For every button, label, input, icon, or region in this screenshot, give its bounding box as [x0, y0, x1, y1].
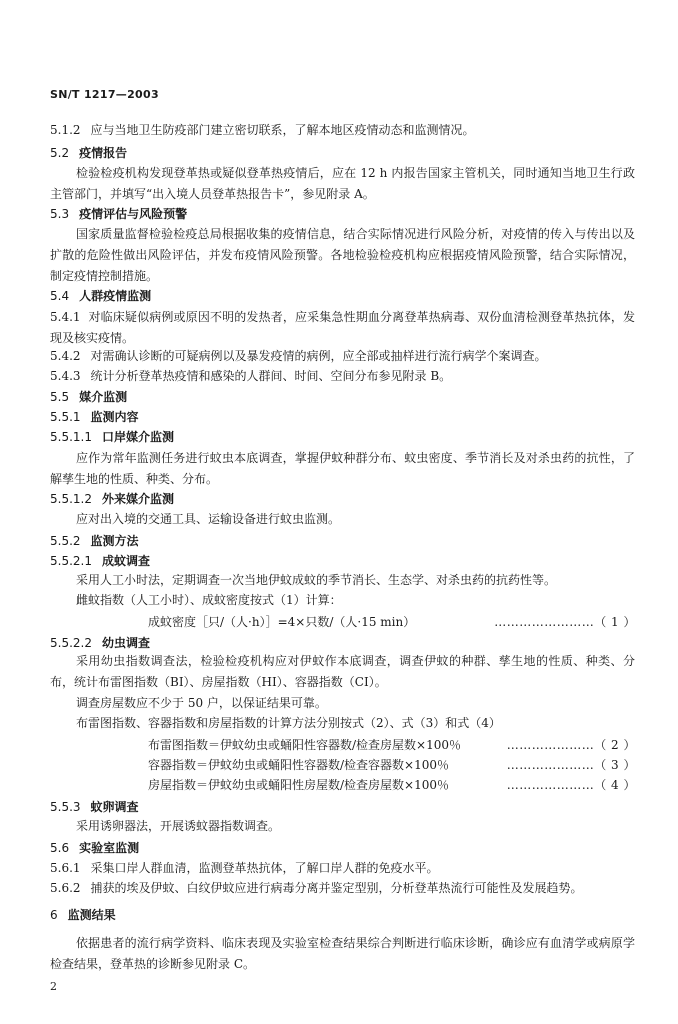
heading-title: 疫情报告	[79, 146, 128, 160]
paragraph-5-5-1-1: 应作为常年监测任务进行蚊虫本底调查，掌握伊蚊种群分布、蚊虫密度、季节消长及对杀虫药的抗性，了解孳生地的性质、种类、分布。	[50, 451, 635, 486]
heading-title: 疫情评估与风险预警	[79, 207, 188, 221]
heading-title: 外来媒介监测	[101, 492, 174, 506]
equation-4-number: …………………（ 4 ）	[506, 778, 636, 792]
equation-2: 布雷图指数＝伊蚊幼虫或蛹阳性容器数/检查房屋数×100％	[148, 738, 462, 752]
clause-5-4-3	[50, 368, 451, 384]
heading-5-4	[50, 288, 151, 304]
paragraph-5-3: 国家质量监督检验检疫总局根据收集的疫情信息，结合实际情况进行风险分析，对疫情的传入与传出以及扩散的危险性做出风险评估，并发布疫情风险预警。各地检验检疫机构应根据疫情风险预警，结合实际情况，制定疫情控制措施。	[50, 227, 635, 283]
heading-title: 监测方法	[90, 534, 139, 548]
heading-title: 监测内容	[90, 410, 139, 424]
heading-5-6	[50, 840, 139, 856]
heading-5-5-2-1	[50, 553, 150, 569]
paragraph-6: 依据患者的流行病学资料、临床表现及实验室检查结果综合判断进行临床诊断，确诊应有血清学或病原学检查结果，登革热的诊断参见附录 C。	[50, 936, 635, 971]
clause-number: 5.4.3	[50, 369, 81, 383]
clause-5-4-1	[50, 307, 635, 349]
heading-number: 5.5.2.2	[50, 636, 92, 650]
heading-number: 5.5.1.2	[50, 492, 92, 506]
equation-4: 房屋指数＝伊蚊幼虫或蛹阳性房屋数/检查房屋数×100％	[148, 778, 450, 792]
clause-text: 采集口岸人群血清，监测登革热抗体，了解口岸人群的免疫水平。	[90, 861, 439, 875]
heading-number: 5.5.2.1	[50, 554, 92, 568]
equation-3-number: …………………（ 3 ）	[506, 758, 636, 772]
heading-title: 成蚊调查	[101, 554, 150, 568]
heading-title: 媒介监测	[79, 390, 128, 404]
heading-5-5-2-2	[50, 635, 150, 651]
clause-number: 5.1.2	[50, 123, 81, 137]
equation-1: 成蚊密度［只/（人·h）］=4×只数/（人·15 min）	[148, 615, 416, 629]
heading-number: 5.2	[50, 146, 70, 160]
heading-number: 5.5.3	[50, 800, 81, 814]
paragraph-5-2: 检验检疫机构发现登革热或疑似登革热疫情后，应在 12 h 内报告国家主管机关，同时通知当地卫生行政主管部门，并填写“出入境人员登革热报告卡”，参见附录 A。	[50, 166, 635, 201]
heading-number: 5.5	[50, 390, 70, 404]
standard-code-header: SN/T 1217—2003	[50, 88, 159, 101]
heading-number: 5.5.1.1	[50, 430, 92, 444]
paragraph-5-5-2-2-a: 采用幼虫指数调查法，检验检疫机构应对伊蚊作本底调查，调查伊蚊的种群、孳生地的性质、种类、分布，统计布雷图指数（BI）、房屋指数（HI）、容器指数（CI）。	[50, 654, 635, 689]
clause-number: 5.4.2	[50, 349, 81, 363]
heading-title: 幼虫调查	[101, 636, 150, 650]
heading-title: 人群疫情监测	[79, 289, 152, 303]
paragraph-5-5-1-2: 应对出入境的交通工具、运输设备进行蚊虫监测。	[76, 512, 341, 526]
heading-5-5-2	[50, 533, 139, 549]
clause-5-6-2	[50, 880, 583, 896]
paragraph-5-5-2-2-c: 布雷图指数、容器指数和房屋指数的计算方法分别按式（2）、式（3）和式（4）	[76, 716, 501, 730]
heading-title: 口岸媒介监测	[101, 430, 174, 444]
heading-5-5-1	[50, 409, 139, 425]
clause-text: 对需确认诊断的可疑病例以及暴发疫情的病例，应全部或抽样进行流行病学个案调查。	[90, 349, 547, 363]
equation-3: 容器指数＝伊蚊幼虫或蛹阳性容器数/检查容器数×100％	[148, 758, 450, 772]
heading-6	[50, 907, 116, 923]
clause-text: 统计分析登革热疫情和感染的人群间、时间、空间分布参见附录 B。	[90, 369, 452, 383]
heading-title: 监测结果	[67, 908, 116, 922]
clause-5-4-2	[50, 348, 547, 364]
heading-5-5-1-1	[50, 429, 174, 445]
heading-5-2	[50, 145, 127, 161]
heading-number: 5.6	[50, 841, 70, 855]
paragraph-5-5-3: 采用诱卵器法，开展诱蚊器指数调查。	[76, 819, 281, 833]
heading-title: 实验室监测	[79, 841, 140, 855]
clause-text: 捕获的埃及伊蚊、白纹伊蚊应进行病毒分离并鉴定型别，分析登革热流行可能性及发展趋势。	[90, 881, 583, 895]
paragraph-5-5-2-2-b: 调查房屋数应不少于 50 户，以保证结果可靠。	[76, 696, 327, 710]
heading-5-5-3	[50, 799, 139, 815]
heading-number: 5.5.2	[50, 534, 81, 548]
page-number: 2	[50, 980, 57, 993]
equation-1-number: ……………………（ 1 ）	[494, 615, 636, 629]
clause-text: 对临床疑似病例或原因不明的发热者，应采集急性期血分离登革热病毒、双份血清检测登革热抗体，发现及核实疫情。	[50, 310, 635, 345]
equation-2-number: …………………（ 2 ）	[506, 738, 636, 752]
paragraph-5-5-2-1-a: 采用人工小时法，定期调查一次当地伊蚊成蚊的季节消长、生态学、对杀虫药的抗药性等。	[76, 573, 557, 587]
paragraph-5-5-2-1-b: 雌蚊指数（人工小时）、成蚊密度按式（1）计算：	[76, 593, 342, 607]
clause-5-6-1	[50, 860, 439, 876]
clause-number: 5.6.1	[50, 861, 81, 875]
heading-5-3	[50, 206, 187, 222]
clause-text: 应与当地卫生防疫部门建立密切联系，了解本地区疫情动态和监测情况。	[90, 123, 475, 137]
heading-5-5	[50, 389, 127, 405]
clause-number: 5.4.1	[50, 310, 81, 324]
heading-5-5-1-2	[50, 491, 174, 507]
heading-title: 蚊卵调查	[90, 800, 139, 814]
clause-number: 5.6.2	[50, 881, 81, 895]
heading-number: 5.4	[50, 289, 70, 303]
heading-number: 6	[50, 908, 58, 922]
clause-5-1-2	[50, 122, 475, 138]
heading-number: 5.3	[50, 207, 70, 221]
heading-number: 5.5.1	[50, 410, 81, 424]
